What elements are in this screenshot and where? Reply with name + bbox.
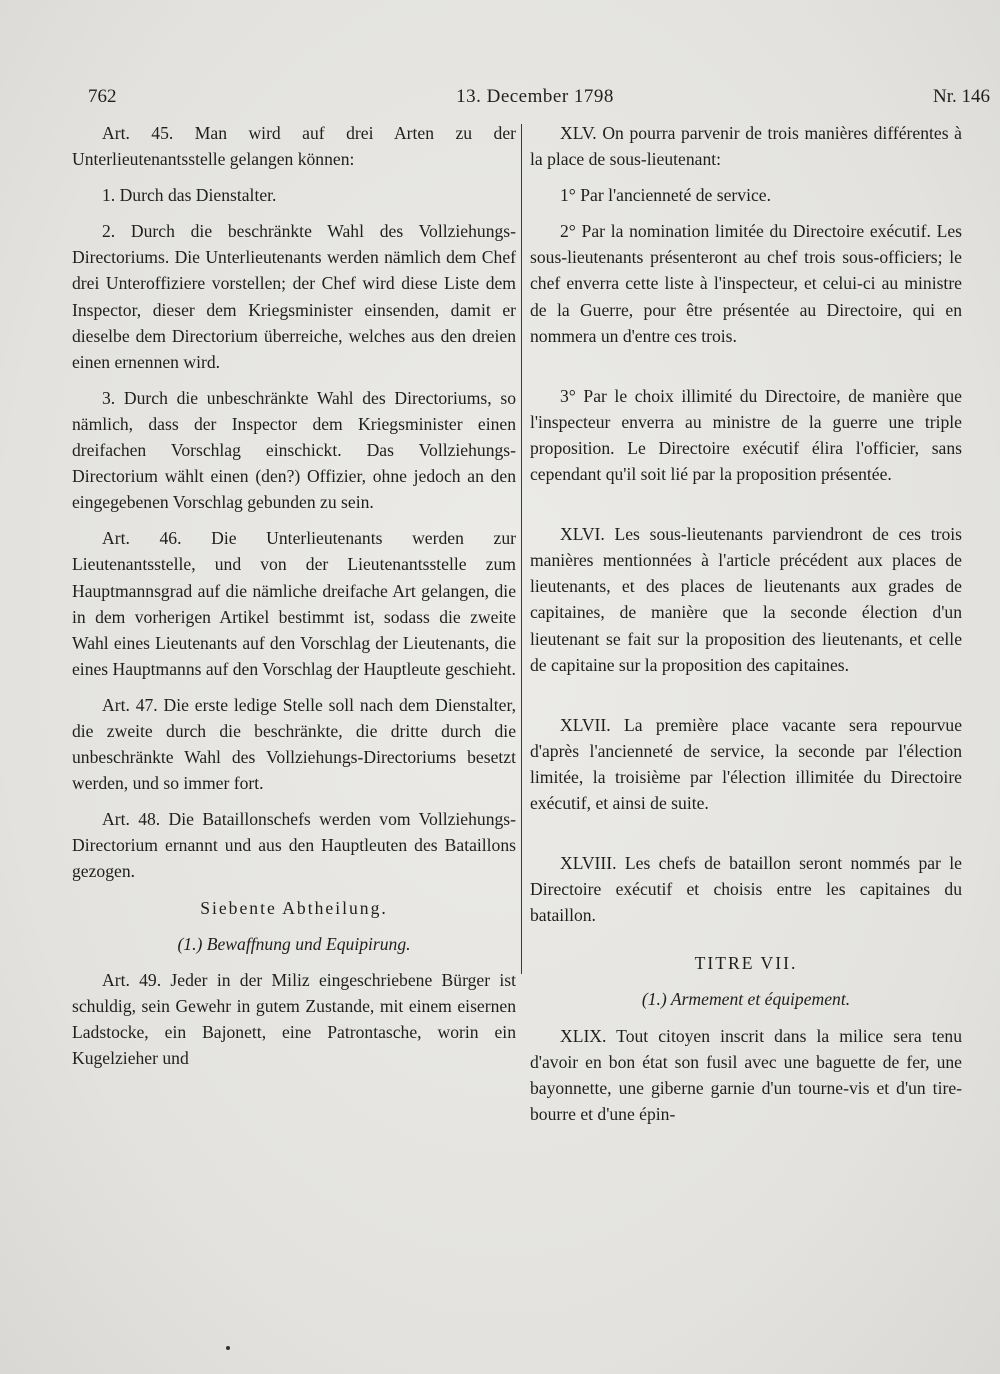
german-column — [72, 120, 516, 1071]
article-xlv-item-3: 3° Par le choix illimité du Directoire, de manière que l'inspecteur enverra au ministre de la guerre une triple proposition. Le Directoire exécutif élira l'officier, sans cependant qu'il soit lié par la proposition présentée. — [530, 385, 962, 485]
column-divider — [521, 124, 522, 974]
article-47: Art. 47. Die erste ledige Stelle soll nach dem Dienstalter, die zweite durch die beschränkte, die dritte durch die unbeschränkte Wahl des Vollziehungs-Directoriums besetzt werden, und so immer fort. — [72, 694, 516, 794]
document-number: Nr. 146 — [933, 86, 990, 107]
page-header — [0, 86, 1000, 116]
article-xlvi: XLVI. Les sous-lieutenants parviendront de ces trois manières mentionnées à l'article précédent aux places de lieutenants, et des places de lieutenants aux grades de capitaines, de manière que la seconde élection d'un lieutenant se fait sur la proposition des lieutenants, et celle de capitaine sur la proposition des capitaines. — [530, 524, 962, 675]
french-column — [530, 120, 962, 1127]
article-xlv-item-1: 1° Par l'ancienneté de service. — [560, 185, 771, 206]
article-xlv-item-2: 2° Par la nomination limitée du Directoire exécutif. Les sous-lieutenants présenteront au chef trois sous-officiers; le chef enverra cette liste à l'inspecteur, et celui-ci au ministre de la Guerre, pour être présentée au Directoire, qui en nommera un d'entre ces trois. — [530, 221, 962, 346]
article-xlix: XLIX. Tout citoyen inscrit dans la milice sera tenu d'avoir en bon état son fusil avec une baguette de fer, une bayonnette, une giberne garnie d'un tourne-vis et d'un tire-bourre et d'une épin- — [530, 1025, 962, 1124]
article-45: Art. 45. Man wird auf drei Arten zu der Unterlieutenantsstelle gelangen können: — [72, 123, 516, 170]
article-xlvii: XLVII. La première place vacante sera repourvue d'après l'ancienneté de service, la seconde par l'élection limitée, la troisième par l'élection illimitée du Directoire exécutif, et ainsi de suite. — [530, 714, 962, 813]
ink-speck — [226, 1346, 230, 1350]
section-title: Siebente Abtheilung. — [200, 897, 388, 918]
article-49: Art. 49. Jeder in der Miliz eingeschriebene Bürger ist schuldig, sein Gewehr in gutem Zustande, mit einem eisernen Ladstocke, ein Bajonett, eine Patrontasche, worin ein Kugelzieher und — [72, 969, 516, 1068]
article-45-item-1: 1. Durch das Dienstalter. — [102, 185, 277, 206]
article-xlv: XLV. On pourra parvenir de trois manières différentes à la place de sous-lieutenant: — [530, 123, 962, 170]
article-46: Art. 46. Die Unterlieutenants werden zur Lieutenantsstelle, und von der Lieutenantsstelle zum Hauptmannsgrad auf die nämliche dreifache Art gelangen, die in dem vorherigen Artikel bestimmt ist, sodass die zweite Wahl eines Lieutenants auf den Vorschlag der Lieutenants, die eines Hauptmanns auf den Vorschlag der Hauptleute geschieht. — [72, 528, 516, 679]
article-xlviii: XLVIII. Les chefs de bataillon seront nommés par le Directoire exécutif et choisis entre les capitaines du bataillon. — [530, 853, 962, 926]
titre-subheading: (1.) Armement et équipement. — [641, 989, 851, 1010]
titre-heading: TITRE VII. — [694, 953, 798, 974]
article-48: Art. 48. Die Bataillonschefs werden vom Vollziehungs-Directorium ernannt und aus den Hauptleuten des Bataillons gezogen. — [72, 809, 516, 882]
header-date: 13. December 1798 — [456, 86, 614, 107]
subsection-title: (1.) Bewaffnung und Equipirung. — [177, 933, 411, 954]
article-45-item-3: 3. Durch die unbeschränkte Wahl des Directoriums, so nämlich, dass der Inspector dem Kriegsminister einen dreifachen Vorschlag einschickt. Das Vollziehungs-Directorium wählt einen (den?) Offizier, ohne jedoch an den eingegebenen Vorschlag gebunden zu sein. — [72, 387, 516, 513]
article-45-item-2: 2. Durch die beschränkte Wahl des Vollziehungs-Directoriums. Die Unterlieutenants werden nämlich dem Chef drei Unteroffiziere vorstellen; der Chef wird diese Liste dem Inspector, dieser dem Kriegsminister einsenden, damit er dieselbe dem Directorium überreiche, welches aus den dreien einen ernennen wird. — [72, 221, 516, 372]
page-number: 762 — [88, 86, 117, 107]
